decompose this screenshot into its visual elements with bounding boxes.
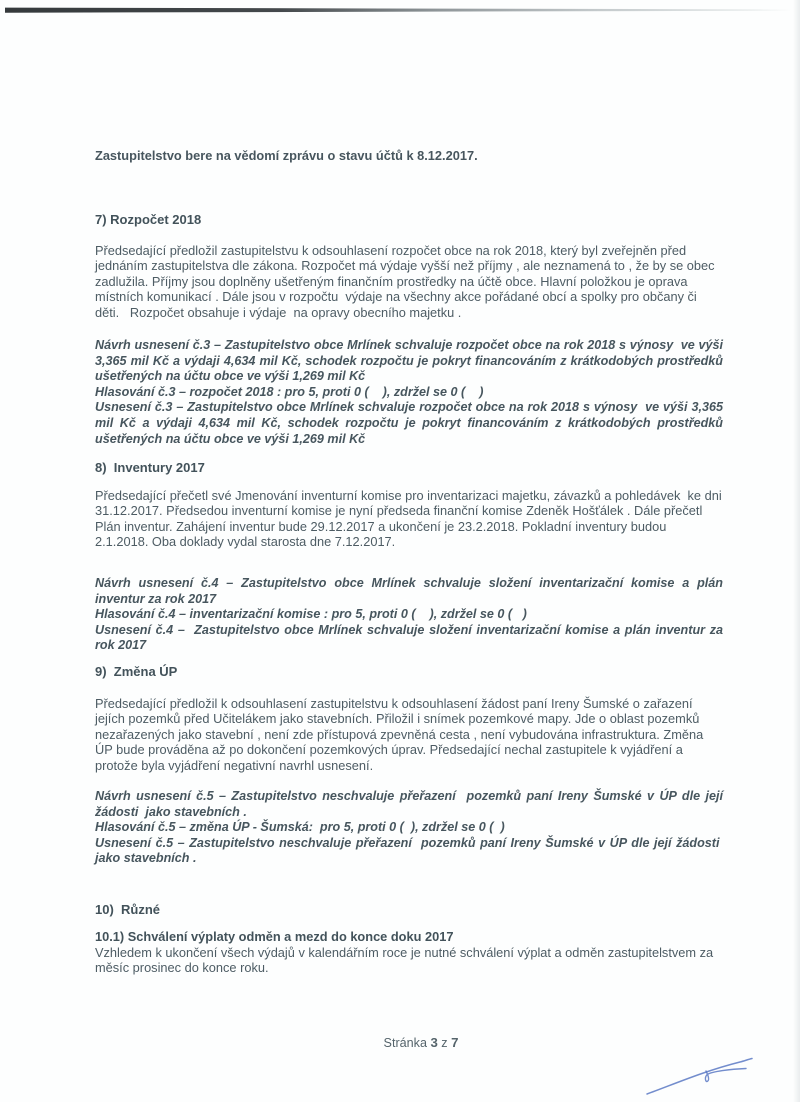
section-8-heading: 8) Inventury 2017	[95, 460, 205, 475]
resolution-3-vote: Hlasování č.3 – rozpočet 2018 : pro 5, proti 0 ( ), zdržel se 0 ( )	[95, 384, 484, 399]
resolution-5-vote: Hlasování č.5 – změna ÚP - Šumská: pro 5, proti 0 ( ), zdržel se 0 ( )	[95, 820, 505, 835]
section-7-body: Předsedající předložil zastupitelstvu k odsouhlasení rozpočet obce na rok 2018, který byl zveřejněn před jednáním zastupitelstva dle zákona. Rozpočet má výdaje vyšší než příjmy , ale neznamená to , že by se obec zadlužila. Příjmy jsou doplněny ušetřeným finančním prostředky na účtě obce. Hlavní položkou je oprava místních komunikací . Dále jsou v rozpočtu výdaje na všechny akce pořádané obcí a spolky pro občany či děti. Rozpočet obsahuje i výdaje na opravy obecního majetku .	[95, 243, 715, 320]
footer-page-prefix: Stránka	[383, 1036, 427, 1050]
section-9-heading: 9) Změna ÚP	[95, 664, 178, 679]
scan-artifact-right-edge	[793, 0, 800, 1102]
footer-page-separator: z	[441, 1036, 448, 1050]
page-footer	[0, 1035, 800, 1050]
section-8-resolution-block	[95, 576, 723, 654]
section-7-resolution-block	[95, 338, 723, 447]
section-10-1-body: Vzhledem k ukončení všech výdajů v kalendářním roce je nutné schválení výplat a odměn zastupitelstvem za měsíc prosinec do konce roku.	[95, 945, 714, 976]
section-7-heading: 7) Rozpočet 2018	[95, 212, 202, 227]
section-9-resolution-block	[95, 789, 723, 867]
resolution-5-proposal: Návrh usnesení č.5 – Zastupitelstvo neschvaluje přeřazení pozemků paní Ireny Šumské v ÚP dle její žádosti jako stavebních .	[95, 789, 723, 819]
footer-total-pages: 7	[451, 1035, 459, 1050]
resolution-4-vote: Hlasování č.4 – inventarizační komise : pro 5, proti 0 ( ), zdržel se 0 ( )	[95, 607, 527, 622]
account-status-note: Zastupitelstvo bere na vědomí zprávu o stavu účtů k 8.12.2017.	[95, 148, 478, 163]
resolution-4-adopted: Usnesení č.4 – Zastupitelstvo obce Mrlínek schvaluje složení inventarizační komise a plán inventur za rok 2017	[95, 622, 723, 653]
section-8-body: Předsedající přečetl své Jmenování inventurní komise pro inventarizaci majetku, závazků a pohledávek ke dni 31.12.2017. Předsedou inventurní komise je nyní předseda finanční komise Zdeněk Hošťálek . Dále přečetl Plán inventur. Zahájení inventur bude 29.12.2017 a ukončení je 23.2.2018. Pokladní inventury budou 2.1.2018. Oba doklady vydal starosta dne 7.12.2017.	[95, 488, 722, 550]
resolution-4-proposal: Návrh usnesení č.4 – Zastupitelstvo obce Mrlínek schvaluje složení inventarizační komise a plán inventur za rok 2017	[95, 576, 723, 606]
section-9-body: Předsedající předložil k odsouhlasení zastupitelstvu k odsouhlasení žádost paní Ireny Šumské o zařazení jejích pozemků před Učitelákem jako stavebních. Přiložil i snímek pozemkové mapy. Jde o oblast pozemků nezařazených jako stavební , není zde přístupová zpevněná cesta , není vybudována infrastruktura. Změna ÚP bude prováděna až po dokončení pozemkových úprav. Předsedající nechal zastupitele k vyjádření a protože byla vyjádření negativní navrhl usnesení.	[95, 696, 704, 773]
signature-ink-mark	[644, 1054, 756, 1098]
resolution-5-adopted: Usnesení č.5 – Zastupitelstvo neschvaluje přeřazení pozemků paní Ireny Šumské v ÚP dle její žádosti jako stavebních .	[95, 835, 723, 866]
resolution-3-adopted: Usnesení č.3 – Zastupitelstvo obce Mrlínek schvaluje rozpočet obce na rok 2018 s výnosy ve výši 3,365 mil Kč a výdaji 4,634 mil Kč, schodek rozpočtu je pokryt financováním z krátkodobých prostředků ušetřených na účtu obce ve výši 1,269 mil Kč	[95, 400, 723, 446]
resolution-3-proposal: Návrh usnesení č.3 – Zastupitelstvo obce Mrlínek schvaluje rozpočet obce na rok 2018 s výnosy ve výši 3,365 mil Kč a výdaji 4,634 mil Kč, schodek rozpočtu je pokryt financováním z krátkodobých prostředků ušetřených na účtu obce ve výši 1,269 mil Kč	[95, 338, 723, 384]
scan-artifact-top-edge	[5, 7, 792, 13]
footer-page-number: 3	[430, 1035, 438, 1050]
section-10-1-heading: 10.1) Schválení výplaty odměn a mezd do konce doku 2017	[95, 929, 454, 944]
section-10-heading: 10) Různé	[95, 902, 161, 917]
